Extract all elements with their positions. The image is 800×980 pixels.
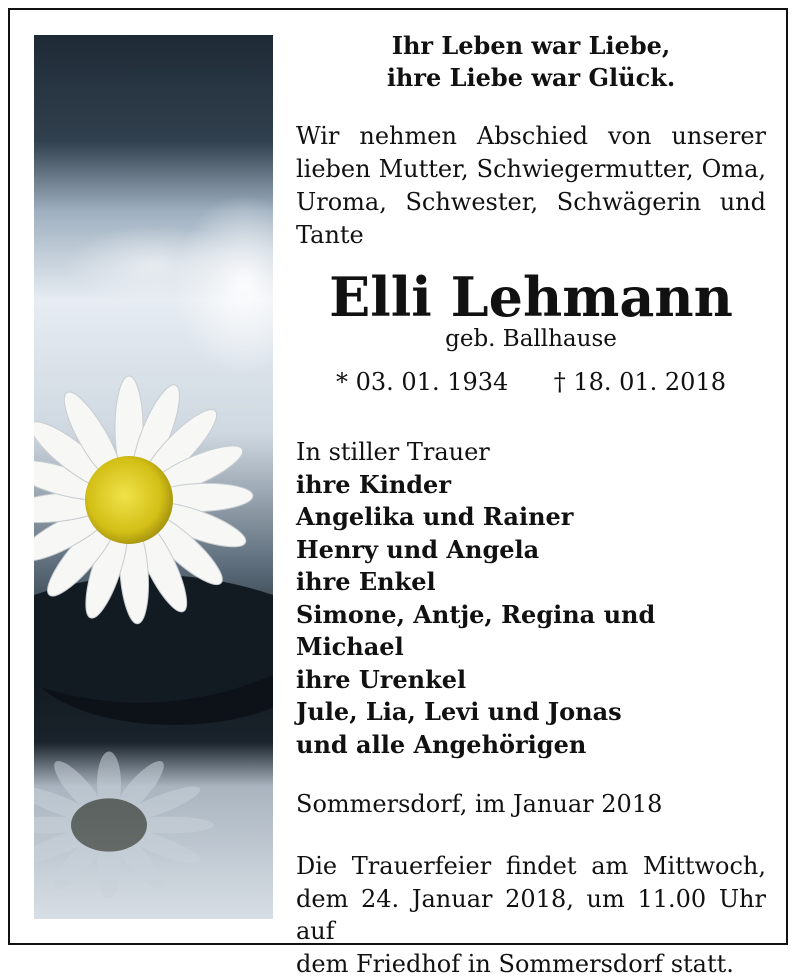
motto-line: Ihr Leben war Liebe, [296,30,766,62]
motto-line: ihre Liebe war Glück. [296,62,766,94]
intro-line: Wir nehmen Abschied von unserer [296,120,766,153]
intro-line: Uroma, Schwester, Schwägerin und [296,186,766,219]
mourners-list [296,436,766,761]
death-date: † 18. 01. 2018 [554,366,726,398]
funeral-line: dem 24. Januar 2018, um 11.00 Uhr auf [296,883,766,948]
mourner-line: Angelika und Rainer [296,501,766,534]
daisy-photo [34,35,273,919]
mourner-line: Henry und Angela [296,534,766,567]
mourner-line: ihre Enkel [296,566,766,599]
life-dates [296,366,766,398]
place-date: Sommersdorf, im Januar 2018 [296,788,766,820]
funeral-info [296,850,766,980]
mourners-intro: In stiller Trauer [296,436,766,469]
funeral-line: Die Trauerfeier findet am Mittwoch, [296,850,766,883]
intro-line: lieben Mutter, Schwiegermutter, Oma, [296,153,766,186]
intro-text [296,120,766,252]
mourner-line: ihre Kinder [296,469,766,502]
funeral-line: dem Friedhof in Sommersdorf statt. [296,948,766,980]
obituary-text [296,30,766,980]
motto [296,30,766,94]
birth-date: * 03. 01. 1934 [336,366,508,398]
intro-line: Tante [296,219,766,252]
mourner-line: Jule, Lia, Levi und Jonas [296,696,766,729]
mourner-line: und alle Angehörigen [296,729,766,762]
deceased-name: Elli Lehmann [296,266,766,328]
maiden-name: geb. Ballhause [296,324,766,354]
mourner-line: ihre Urenkel [296,664,766,697]
mourner-line: Simone, Antje, Regina und Michael [296,599,766,664]
